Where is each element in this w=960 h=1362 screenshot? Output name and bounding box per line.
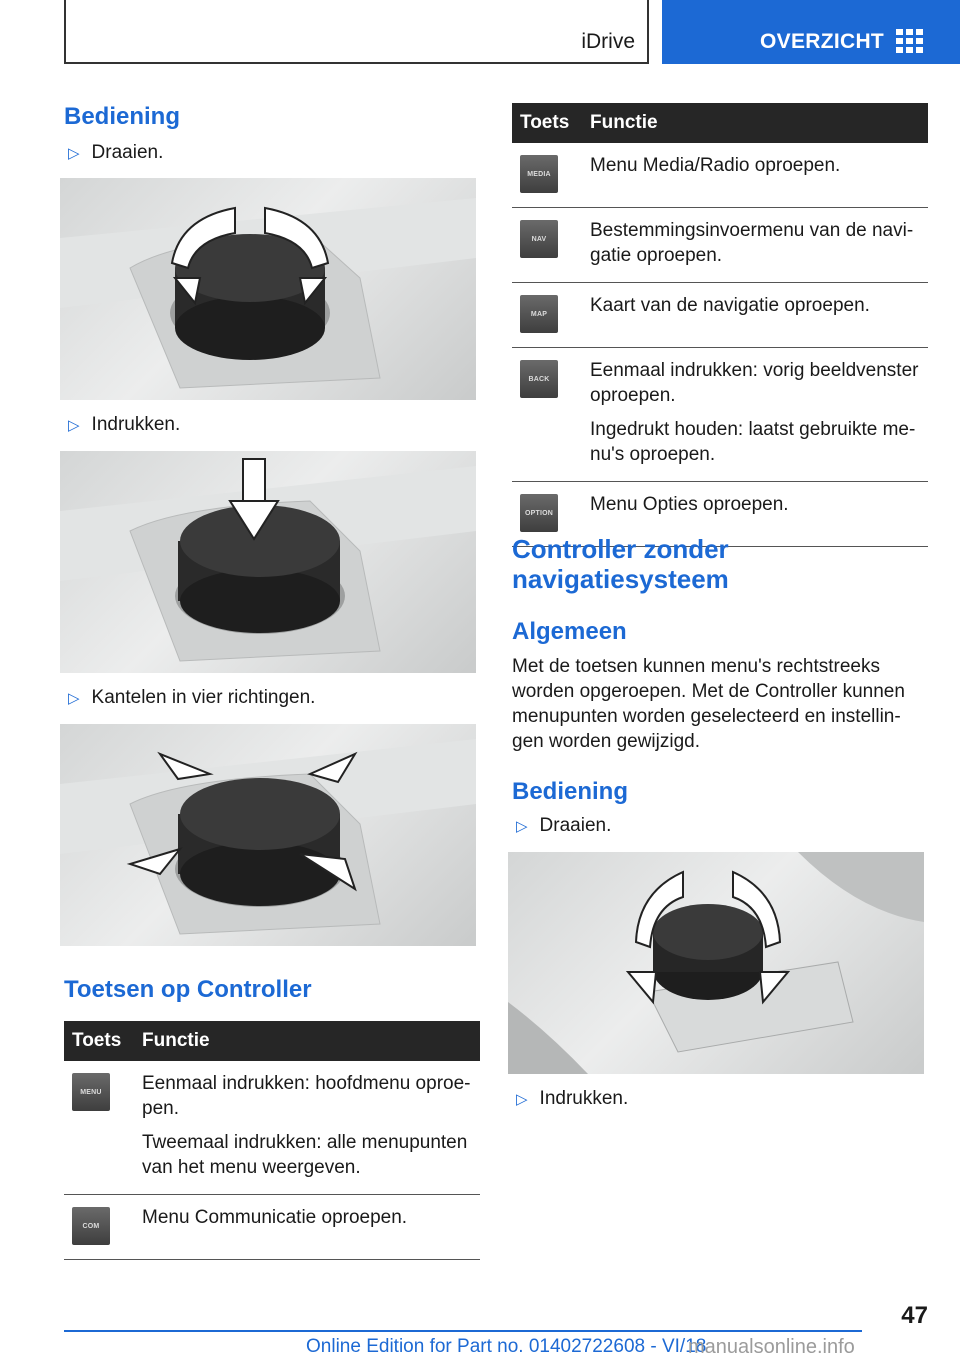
function-text: Menu Media/Radio oproepen. — [590, 155, 841, 176]
controller-rotate-image — [60, 178, 476, 400]
function-text: Menu Communicatie oproepen. — [142, 1207, 408, 1228]
edition-note: Online Edition for Part no. 01402722608 - VI/18 — [306, 1336, 707, 1357]
function-text: Bestemmingsinvoermenu van de navigatie oproepen. — [590, 220, 914, 266]
option-key-icon: OPTION — [520, 494, 558, 532]
column-header-function: Functie — [134, 1021, 480, 1061]
operation-heading: Bediening — [512, 778, 629, 805]
left-key-table — [64, 1021, 480, 1260]
chapter-tab[interactable] — [662, 0, 960, 64]
operation-heading: Bediening — [64, 103, 181, 130]
function-text: Eenmaal indrukken: vorig beeldvenster oproepen. — [590, 360, 919, 406]
bullet-item: ▷ Draaien. — [68, 142, 164, 163]
table-row — [512, 143, 928, 208]
controller-tilt-image — [60, 724, 476, 946]
controller-rotate-image — [508, 852, 924, 1074]
controller-press-image — [60, 451, 476, 673]
general-heading: Algemeen — [512, 618, 627, 645]
section-title: iDrive — [581, 30, 635, 53]
map-key-icon: MAP — [520, 295, 558, 333]
column-header-key: Toets — [64, 1021, 134, 1061]
table-header-row — [512, 103, 928, 143]
triangle-bullet-icon: ▷ — [68, 145, 80, 162]
function-text: Menu Opties oproepen. — [590, 494, 789, 515]
triangle-bullet-icon: ▷ — [516, 818, 528, 835]
triangle-bullet-icon: ▷ — [516, 1091, 528, 1108]
table-row — [512, 348, 928, 482]
general-paragraph: Met de toetsen kunnen menu's rechtstreeks worden opgeroepen. Met de Controller kunnen menupunten worden geselecteerd en instellingen worden gewijzigd. — [512, 656, 905, 752]
table-row — [64, 1061, 480, 1195]
grid-menu-icon[interactable] — [896, 29, 923, 52]
watermark: manualsonline.info — [688, 1336, 855, 1358]
bullet-item: ▷ Indrukken. — [68, 414, 181, 435]
footer-divider — [64, 1330, 862, 1332]
table-row — [512, 283, 928, 348]
function-text: Tweemaal indrukken: alle menupunten van het menu weergeven. — [142, 1132, 468, 1178]
menu-key-icon: MENU — [72, 1073, 110, 1111]
function-text: Ingedrukt houden: laatst gebruikte menu's oproepen. — [590, 419, 916, 465]
bullet-item: ▷ Indrukken. — [516, 1088, 629, 1109]
page-number: 47 — [901, 1302, 928, 1329]
chapter-title: OVERZICHT — [760, 30, 885, 53]
back-key-icon: BACK — [520, 360, 558, 398]
right-key-table — [512, 103, 928, 547]
function-text: Eenmaal indrukken: hoofdmenu oproepen. — [142, 1073, 471, 1119]
table-row — [512, 208, 928, 283]
section-heading: Controller zonder navigatiesysteem — [512, 534, 729, 594]
column-header-key: Toets — [512, 103, 582, 143]
triangle-bullet-icon: ▷ — [68, 690, 80, 707]
table-row — [64, 1195, 480, 1260]
nav-key-icon: NAV — [520, 220, 558, 258]
table-header-row — [64, 1021, 480, 1061]
bullet-item: ▷ Kantelen in vier richtingen. — [68, 687, 316, 708]
header-section-bar — [64, 0, 649, 64]
triangle-bullet-icon: ▷ — [68, 417, 80, 434]
controller-keys-heading: Toetsen op Controller — [64, 976, 312, 1003]
bullet-item: ▷ Draaien. — [516, 815, 612, 836]
function-text: Kaart van de navigatie oproepen. — [590, 295, 870, 316]
column-header-function: Functie — [582, 103, 928, 143]
media-key-icon: MEDIA — [520, 155, 558, 193]
com-key-icon: COM — [72, 1207, 110, 1245]
